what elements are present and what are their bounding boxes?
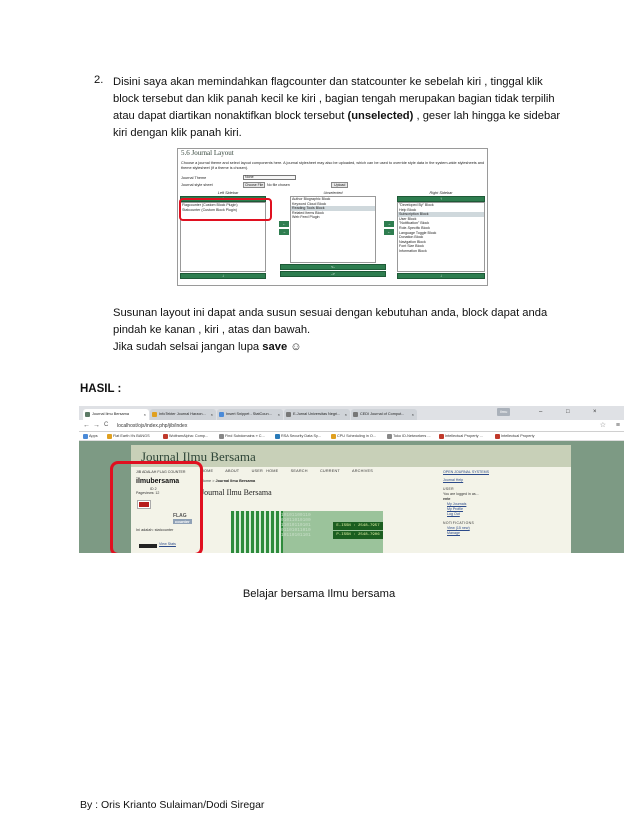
journal-help-link[interactable]: Journal Help (443, 478, 464, 482)
list-item[interactable]: Author Biographic Block (292, 197, 331, 201)
bookmark-favicon-icon (275, 434, 280, 439)
close-icon[interactable]: × (277, 412, 280, 417)
close-icon[interactable]: × (210, 412, 213, 417)
breadcrumb-current: Journal Ilmu Bersama (215, 479, 256, 483)
footer-author: By : Oris Krianto Sulaiman/Dodi Siregar (80, 799, 265, 811)
bookmark-favicon-icon (107, 434, 112, 439)
up-arrow-icon: ↑ (440, 196, 442, 201)
view-stats-link[interactable]: View Stats (159, 542, 176, 546)
right-move-down-button[interactable] (397, 273, 485, 279)
list-item[interactable]: Language Toggle Block (399, 230, 437, 235)
nav-current[interactable]: CURRENT (319, 469, 340, 473)
caption: Belajar bersama Ilmu bersama (242, 588, 396, 600)
unselected-list[interactable] (290, 196, 376, 263)
logout-link[interactable]: Log Out (447, 512, 460, 516)
unselected-bold: (unselected) (347, 110, 414, 122)
banner-binary: 10101100110 01011010100 11010110101 01101011010 10110101101 (281, 513, 311, 538)
reload-icon[interactable]: C (104, 422, 109, 428)
manage-notifications-link[interactable]: Manage (447, 531, 460, 535)
bookmark-item[interactable] (387, 433, 431, 440)
bookmark-item[interactable] (107, 433, 150, 440)
bookmark-item[interactable] (83, 433, 98, 440)
back-arrow-icon[interactable]: ← (83, 422, 90, 429)
step-line-1: Disini saya akan memindahkan flagcounter dan statcounter ke sebelah kiri , tinggal klik (113, 76, 543, 88)
choose-file-button[interactable]: Choose File (245, 183, 264, 187)
address-bar (79, 420, 624, 432)
right-sidebar (443, 470, 521, 536)
banner-bars (231, 511, 283, 553)
bookmark-label: Toko ID-Networkers ... (393, 434, 431, 438)
tab-label: InfoTekter Journal Harzon... (159, 412, 206, 416)
nav-home[interactable]: HOME (201, 469, 214, 473)
bookmarks-bar (79, 432, 624, 441)
notifications-heading: NOTIFICATIONS (443, 521, 475, 525)
list-item[interactable]: "Developed By" Block (399, 203, 434, 207)
list-item[interactable]: Related Items Block (292, 210, 324, 215)
bookmark-label: Flat Earth It's BANGS (113, 434, 150, 438)
step-number: 2. (94, 74, 104, 86)
journal-heading: Journal Ilmu Bersama (201, 488, 272, 497)
down-arrow-icon: ↓ (222, 273, 224, 278)
browser-tab[interactable] (217, 409, 283, 420)
move-from-left-button[interactable]: → (279, 229, 289, 235)
browser-tab[interactable] (351, 409, 417, 420)
list-item[interactable]: Help Block (399, 207, 417, 212)
tab-label: Insert Snippet - StatCoun... (226, 412, 272, 416)
list-item[interactable]: Flagcounter (Custom Block Plugin) (182, 203, 238, 207)
tab-bar (79, 406, 624, 420)
bookmark-favicon-icon (219, 434, 224, 439)
up-arrow-icon: ↑ (222, 196, 224, 201)
menu-icon[interactable]: ≡ (615, 422, 620, 429)
right-sidebar-header: Right Sidebar (429, 191, 453, 195)
step-line-3 (113, 108, 583, 125)
bookmark-label: Intellectual Property ... (445, 434, 483, 438)
bookmark-label: Find Subdomains » C... (225, 434, 265, 438)
bookmark-label: Apps (89, 434, 98, 438)
maximize-icon[interactable]: □ (566, 409, 570, 415)
my-journals-link[interactable]: My Journals (447, 502, 467, 506)
sidebar-heading: JIB ADALAH FLAG COUNTER (136, 470, 186, 474)
close-icon[interactable]: × (143, 412, 146, 417)
ojs-link[interactable]: OPEN JOURNAL SYSTEMS (443, 470, 489, 474)
note-line-1: Susunan layout ini dapat anda susun sesuai dengan kebutuhan anda, block dapat anda (113, 307, 548, 319)
no-file-text: No file chosen (267, 183, 290, 187)
bookmark-label: WolframAlpha: Comp... (169, 434, 209, 438)
left-move-down-button[interactable] (180, 273, 266, 279)
eissn-label: E-ISSN : 2548-7957 (333, 522, 383, 530)
bookmark-label: CPU Scheduling in O... (337, 434, 377, 438)
list-item[interactable]: Donation Block (399, 235, 424, 240)
step-line-3-text: atau dapat diartikan nonaktifkan block tersebut (113, 110, 348, 122)
url-field[interactable]: localhost/ojs/index.php/jib/index (117, 423, 188, 429)
layout-description: Choose a journal theme and select layout components here. A journal stylesheet may also be uploaded, which can be used to override style data in the system-wide stylesheets and theme stylesheet (if a theme is chosen). (181, 161, 485, 170)
list-item[interactable]: Keyword Cloud Block (292, 201, 327, 206)
bookmark-item[interactable] (439, 433, 483, 440)
tab-favicon-icon (152, 412, 157, 417)
nav-search[interactable]: SEARCH (290, 469, 308, 473)
step-paragraph (113, 74, 583, 142)
list-item[interactable]: Reading Tools Block (291, 206, 375, 211)
swap-right-icon: -> (331, 271, 335, 276)
list-item[interactable]: Statcounter (Custom Block Plugin) (182, 207, 237, 212)
right-sidebar-list[interactable] (397, 202, 485, 272)
highlight-box (110, 461, 203, 553)
list-item[interactable]: User Block (399, 216, 417, 221)
view-notifications-link[interactable]: View (15 new) (447, 526, 470, 530)
tab-label: CEDI Journal of Comput... (360, 412, 405, 416)
browser-screenshot (79, 406, 624, 553)
journal-nav (201, 469, 382, 473)
star-icon[interactable]: ☆ (599, 422, 606, 429)
close-icon[interactable]: × (411, 412, 414, 417)
theme-label: Journal Theme (181, 176, 207, 180)
stylesheet-label: Journal style sheet (181, 183, 213, 187)
window-close-icon[interactable]: × (593, 409, 597, 415)
nav-archives[interactable]: ARCHIVES (351, 469, 373, 473)
browser-tab[interactable] (150, 409, 216, 420)
pissn-label: P-ISSN : 2548-7906 (333, 531, 383, 539)
logged-in-text: You are logged in as... (443, 492, 479, 496)
upload-button[interactable]: Upload (331, 182, 348, 188)
sidebar-username: ilmubersama (136, 478, 180, 485)
step-line-4: kiri dengan klik panah kiri. (113, 127, 242, 139)
tab-favicon-icon (85, 412, 90, 417)
my-profile-link[interactable]: My Profile (447, 507, 463, 511)
tab-favicon-icon (286, 412, 291, 417)
bookmark-label: RSA Security Data Sy... (281, 434, 321, 438)
minimize-icon[interactable]: – (539, 409, 543, 415)
swap-left-icon: <- (331, 264, 335, 269)
bookmark-label: Intellectual Property (501, 434, 535, 438)
list-item[interactable]: Web Feed Plugin (292, 215, 320, 220)
flag-code: ID 2 (150, 487, 157, 491)
list-item[interactable]: "Notification" Block (399, 221, 430, 226)
bookmark-item[interactable] (275, 433, 321, 440)
breadcrumb (201, 479, 255, 483)
breadcrumb-home[interactable]: Home (201, 479, 212, 483)
left-sidebar-header: Left Sidebar (217, 191, 239, 195)
layout-title: 5.6 Journal Layout (181, 149, 234, 157)
list-item[interactable]: Subscription Block (398, 212, 484, 217)
unselected-header: Unselected (323, 191, 343, 195)
bookmark-favicon-icon (495, 434, 500, 439)
nav-about[interactable]: ABOUT (225, 469, 240, 473)
profile-badge[interactable]: ilmu (497, 408, 510, 416)
forward-arrow-icon[interactable]: → (93, 422, 100, 429)
swap-left-button[interactable] (280, 264, 386, 270)
flag-counter-text: FLAG (173, 513, 187, 519)
breadcrumb-sep: > (211, 479, 216, 483)
bookmark-favicon-icon (439, 434, 444, 439)
browser-tab[interactable] (284, 409, 350, 420)
note-line-2: pindah ke kanan , kiri , atas dan bawah. (113, 324, 311, 336)
list-item[interactable]: Information Block (399, 248, 427, 253)
bookmark-favicon-icon (331, 434, 336, 439)
list-item[interactable]: Font Size Block (399, 244, 424, 249)
tab-label: E-Jurnal Universitas Negri... (293, 412, 341, 416)
flag-counter-badge: counter (175, 519, 190, 524)
tab-label: Journal Ilmu Bersama (92, 412, 129, 416)
hasil-heading: HASIL : (80, 383, 122, 395)
user-heading: USER (443, 487, 455, 491)
move-to-left-button[interactable]: ← (279, 221, 289, 227)
swap-right-button[interactable] (280, 271, 386, 277)
bookmark-favicon-icon (163, 434, 168, 439)
journal-banner (231, 511, 383, 553)
tab-favicon-icon (353, 412, 358, 417)
move-from-right-button[interactable]: ← (384, 229, 394, 235)
note-paragraph (113, 305, 583, 356)
bookmark-item[interactable] (495, 433, 535, 440)
journal-title: Journal Ilmu Bersama (141, 449, 256, 464)
step-line-3-tail: , geser lah hingga ke sidebar (413, 110, 561, 122)
bookmark-favicon-icon (387, 434, 392, 439)
highlight-box (179, 198, 272, 221)
logged-username: ente (443, 497, 451, 501)
theme-select[interactable]: None (243, 175, 296, 180)
statcounter-text: Ini adalah: statcounter (136, 528, 174, 532)
step-line-2: block tersebut dan klik panah kecil ke kiri , bagian tengah merupakan bagian tidak terpilih (113, 93, 555, 105)
pageviews-text: Pageviews: 12 (136, 491, 160, 495)
note-line-3 (113, 339, 583, 356)
close-icon[interactable]: × (344, 412, 347, 417)
tab-favicon-icon (219, 412, 224, 417)
note-line-3-text: Jika sudah selsai jangan lupa (113, 341, 263, 353)
smiley-icon: ☺ (290, 341, 302, 353)
nav-user-home[interactable]: USER HOME (251, 469, 279, 473)
bookmark-item[interactable] (219, 433, 265, 440)
save-bold: save (262, 341, 288, 353)
bookmark-item[interactable] (331, 433, 376, 440)
list-item[interactable]: Role-Specific Block (399, 225, 430, 230)
browser-tab[interactable] (83, 409, 149, 420)
down-arrow-icon: ↓ (440, 273, 442, 278)
list-item[interactable]: Navigation Block (399, 239, 426, 244)
apps-icon (83, 434, 88, 439)
move-to-right-button[interactable]: → (384, 221, 394, 227)
bookmark-item[interactable] (163, 433, 208, 440)
